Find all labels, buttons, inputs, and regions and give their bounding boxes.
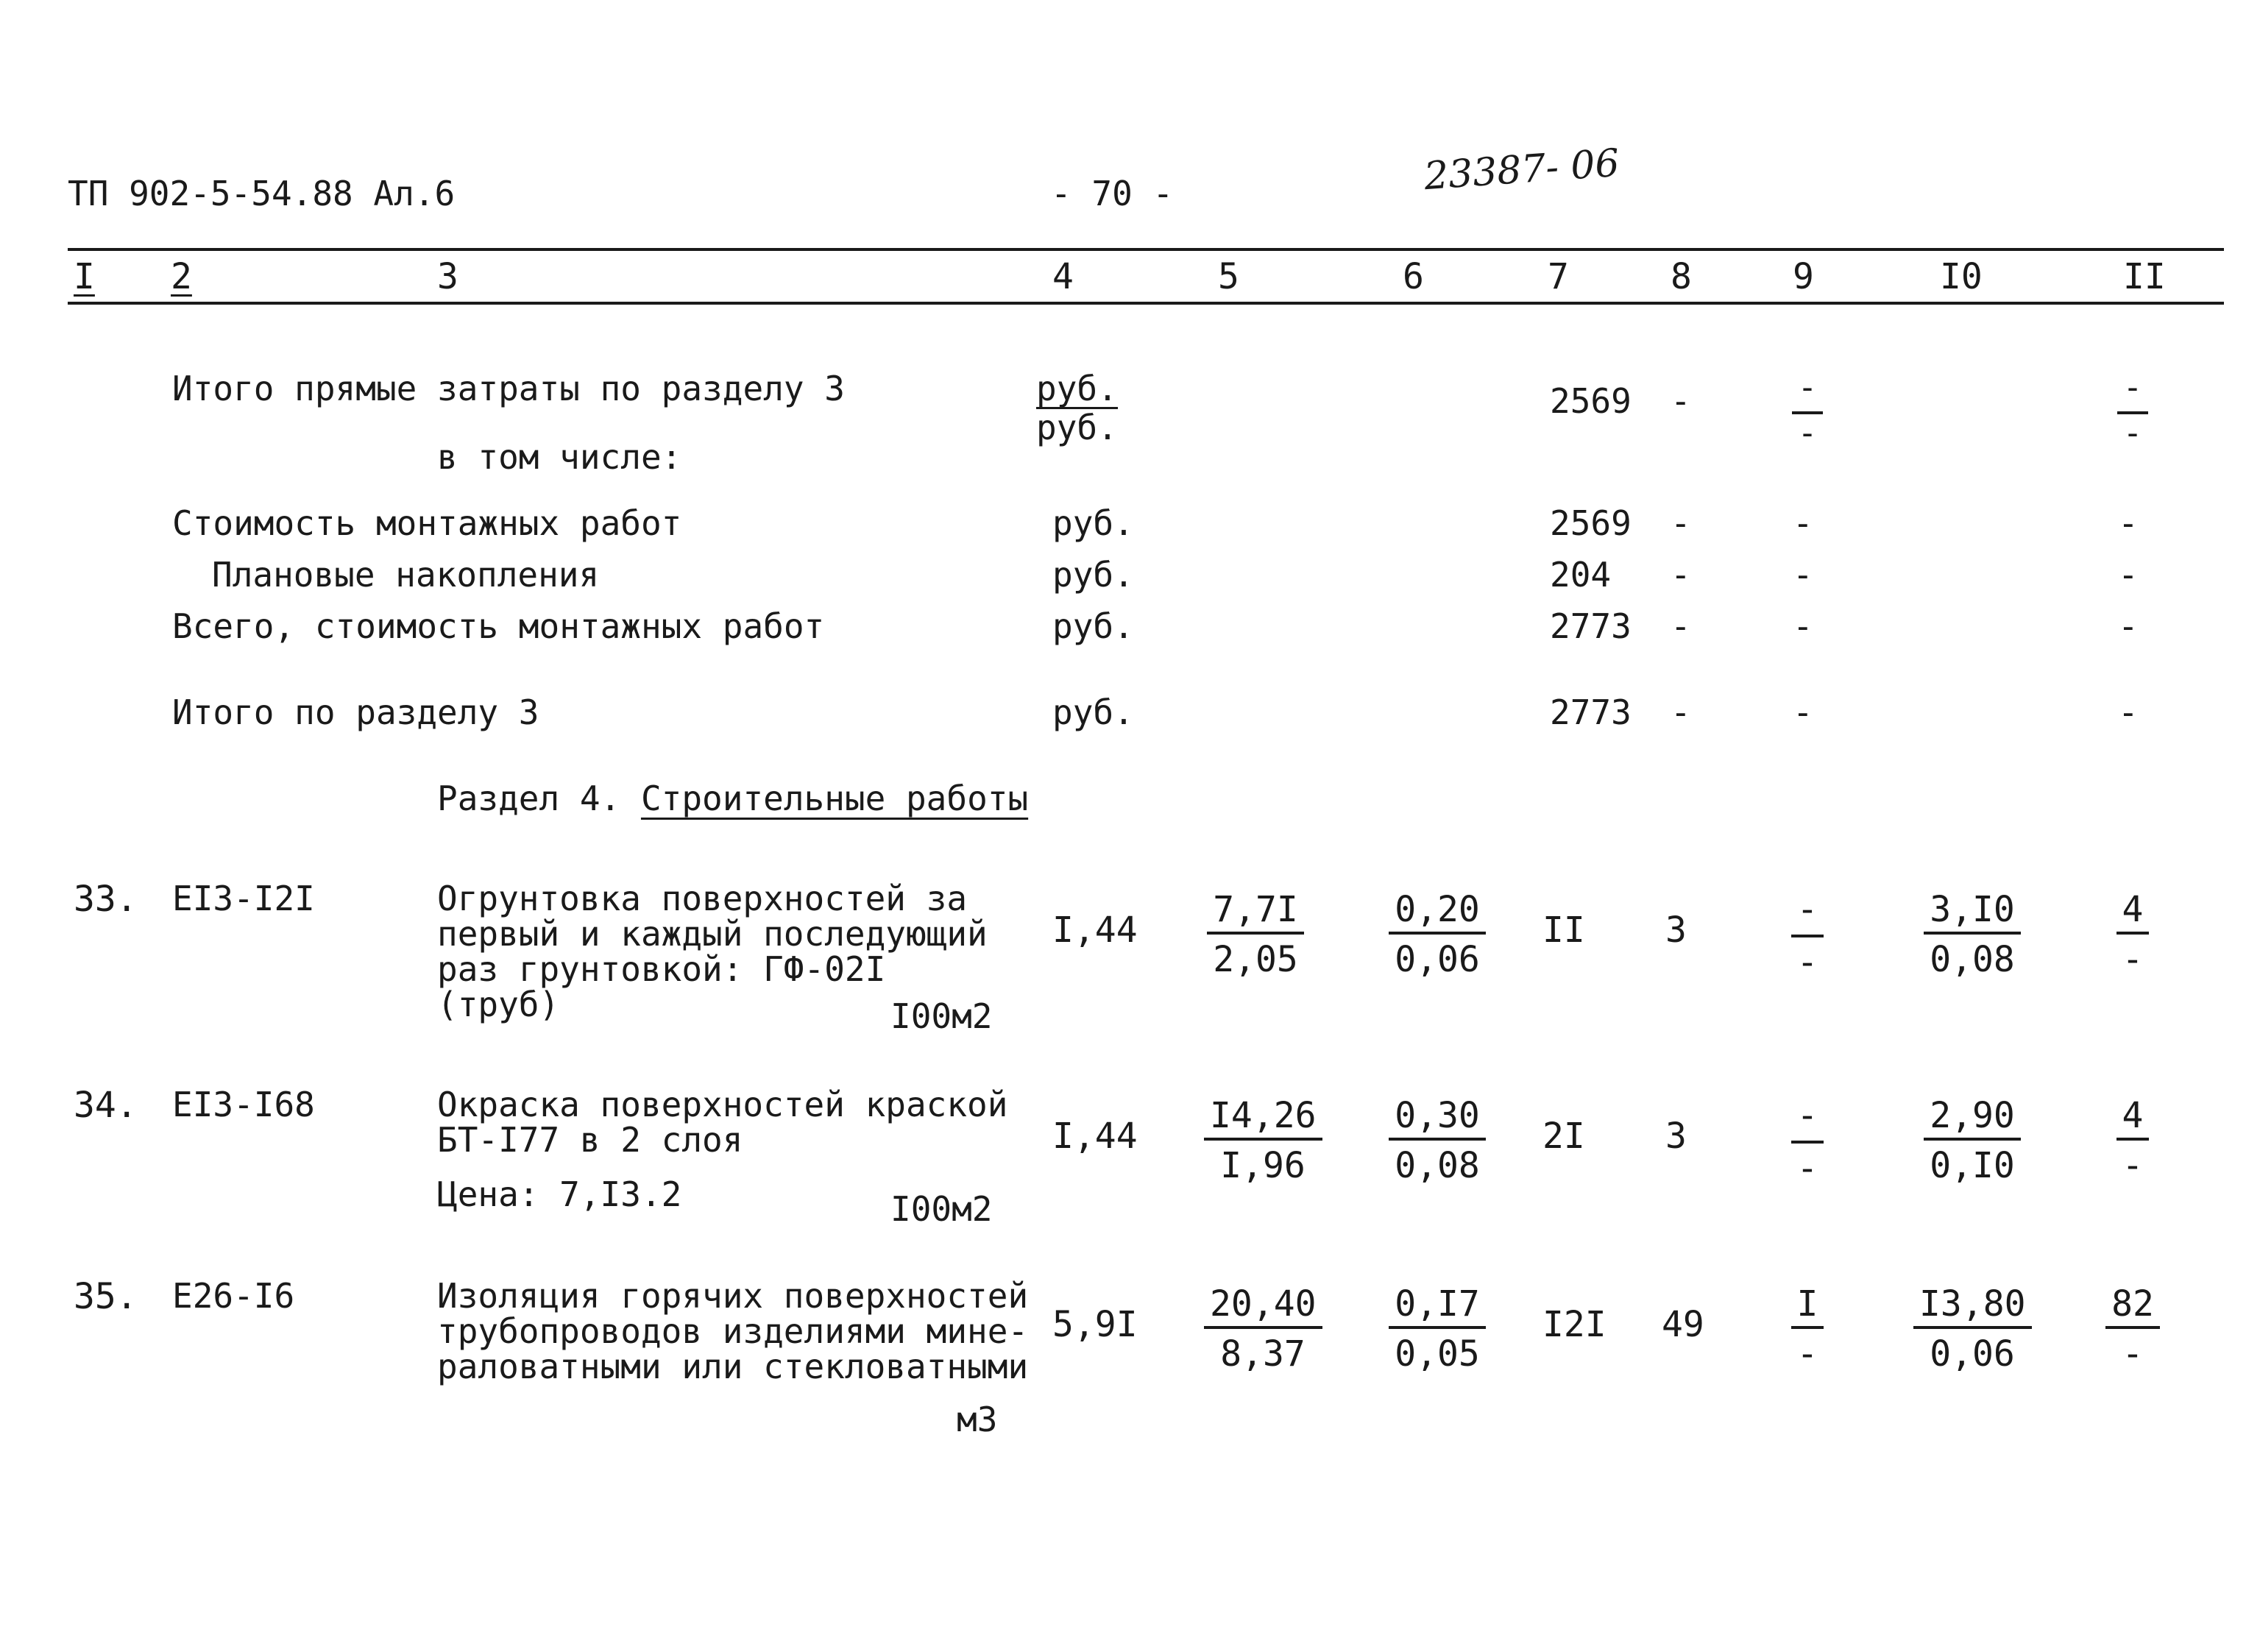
section-title: Строительные работы [640, 779, 1029, 818]
item-col9 [1749, 1283, 1866, 1375]
summary-row-col9: - [1793, 606, 1813, 646]
item-col11-den: - [2122, 1333, 2144, 1375]
summary-row-col8: - [1671, 503, 1691, 543]
summary-row-col7: 2773 [1550, 692, 1632, 732]
column-header-6: 6 [1403, 256, 1424, 297]
item-col5-num: I4,26 [1204, 1098, 1322, 1141]
item-col8: 3 [1665, 1116, 1687, 1157]
item-col10-den: 0,06 [1930, 1333, 2015, 1375]
column-header-3: 3 [437, 256, 458, 297]
item-col7: II [1542, 910, 1585, 951]
column-header-9: 9 [1793, 256, 1814, 297]
summary-row-col7: 2773 [1550, 606, 1632, 646]
item-desc-line: Огрунтовка поверхностей за [437, 879, 968, 918]
item-col11 [2074, 1283, 2192, 1375]
item-desc-line: первый и каждый последующий [437, 914, 988, 954]
item-col9-den: - [1796, 942, 1818, 983]
item-number: 34. [74, 1085, 138, 1126]
item-col5-den: 2,05 [1213, 939, 1298, 980]
direct-costs-col11-den: - [2122, 414, 2143, 452]
item-col9 [1749, 889, 1866, 983]
item-col6-num: 0,20 [1389, 892, 1486, 935]
item-col8: 49 [1662, 1304, 1704, 1345]
item-col6-den: 0,06 [1395, 939, 1480, 980]
item-price: Цена: 7,I3.2 [437, 1174, 682, 1214]
summary-row-col11: - [2118, 692, 2139, 732]
item-col11-den: - [2122, 1145, 2144, 1186]
item-col6-num: 0,I7 [1389, 1286, 1486, 1329]
item-desc-line: БТ-I77 в 2 слоя [437, 1120, 743, 1160]
summary-row-col11: - [2118, 503, 2139, 543]
item-col6 [1378, 1095, 1496, 1186]
item-col10-num: I3,80 [1913, 1286, 2032, 1329]
item-col11 [2074, 1095, 2192, 1186]
item-col9-den: - [1796, 1333, 1818, 1375]
summary-row-col9: - [1793, 503, 1813, 543]
column-header-7: 7 [1548, 256, 1569, 297]
summary-row-col7: 2569 [1550, 503, 1632, 543]
item-col9-num: I [1791, 1286, 1824, 1329]
direct-costs-col11-num: - [2117, 372, 2149, 414]
summary-row-unit: руб. [1052, 555, 1134, 595]
item-col5-den: I,96 [1220, 1145, 1306, 1186]
item-col5-num: 20,40 [1204, 1286, 1322, 1329]
item-desc-line: Изоляция горячих поверхностей [437, 1276, 1029, 1316]
item-desc-line: (труб) [437, 985, 560, 1024]
item-col6-den: 0,08 [1395, 1145, 1480, 1186]
item-col6-num: 0,30 [1389, 1098, 1486, 1141]
summary-row-col9: - [1793, 555, 1813, 595]
document-code: ТП 902-5-54.88 Ал.6 [68, 174, 456, 213]
including-label: в том числе: [437, 437, 682, 477]
item-col10 [1913, 889, 2031, 980]
direct-costs-col9-num: - [1792, 372, 1824, 414]
column-header-4: 4 [1052, 256, 1074, 297]
item-code: EI3-I2I [172, 879, 315, 918]
direct-costs-col7: 2569 [1550, 381, 1632, 421]
item-col7: I2I [1542, 1304, 1607, 1345]
section-prefix: Раздел 4. [437, 779, 621, 818]
summary-row-col11: - [2118, 606, 2139, 646]
item-number: 33. [74, 879, 138, 920]
item-col11-den: - [2122, 939, 2144, 980]
item-col11-num: 4 [2116, 892, 2150, 935]
item-col10 [1913, 1095, 2031, 1186]
item-col9-num: - [1791, 1098, 1824, 1144]
column-header-11: II [2123, 256, 2166, 297]
item-col10-den: 0,08 [1930, 939, 2015, 980]
item-col5 [1204, 1095, 1322, 1186]
summary-row-label: Плановые накопления [212, 555, 600, 595]
handwritten-number: 23387- 06 [1423, 141, 1621, 199]
summary-row-col8: - [1671, 606, 1691, 646]
direct-costs-unit [1036, 369, 1154, 447]
summary-row-col7: 204 [1550, 555, 1612, 595]
item-col10-den: 0,I0 [1930, 1145, 2015, 1186]
summary-row-col8: - [1671, 555, 1691, 595]
item-col6-den: 0,05 [1395, 1333, 1480, 1375]
column-header-2: 2 [171, 256, 192, 297]
summary-row-col9: - [1793, 692, 1813, 732]
direct-costs-unit-num: руб. [1036, 369, 1118, 408]
column-header-10: I0 [1940, 256, 1983, 297]
item-desc-line: раловатными или стекловатными [437, 1347, 1029, 1386]
item-col11-num: 4 [2116, 1098, 2150, 1141]
item-code: E26-I6 [172, 1276, 295, 1316]
item-desc-line: трубопроводов изделиями мине- [437, 1311, 1029, 1351]
header-top-rule [68, 248, 2224, 251]
item-qty: I,44 [1052, 910, 1138, 951]
item-col5-num: 7,7I [1207, 892, 1304, 935]
summary-row-label: Стоимость монтажных работ [172, 503, 682, 543]
item-col11-num: 82 [2105, 1286, 2160, 1329]
item-unit: м3 [957, 1400, 998, 1439]
item-col5 [1197, 889, 1314, 980]
item-col10-num: 3,I0 [1924, 892, 2021, 935]
item-number: 35. [74, 1276, 138, 1317]
column-header-5: 5 [1218, 256, 1239, 297]
column-header-8: 8 [1671, 256, 1692, 297]
summary-row-unit: руб. [1052, 692, 1134, 732]
item-desc-line: Окраска поверхностей краской [437, 1085, 1008, 1124]
item-col9-num: - [1791, 892, 1824, 937]
direct-costs-label: Итого прямые затраты по разделу 3 [172, 369, 845, 408]
direct-costs-col9 [1749, 369, 1866, 452]
direct-costs-col11 [2074, 369, 2192, 452]
column-header-1: I [74, 256, 95, 297]
summary-row-label: Всего, стоимость монтажных работ [172, 606, 825, 646]
direct-costs-col8: - [1671, 381, 1691, 421]
item-col6 [1378, 889, 1496, 980]
item-col5-den: 8,37 [1220, 1333, 1306, 1375]
summary-row-col8: - [1671, 692, 1691, 732]
item-col11 [2074, 889, 2192, 980]
item-qty: I,44 [1052, 1116, 1138, 1157]
summary-row-col11: - [2118, 555, 2139, 595]
item-col9-den: - [1796, 1148, 1818, 1189]
item-qty: 5,9I [1052, 1304, 1138, 1345]
item-code: EI3-I68 [172, 1085, 315, 1124]
item-col9 [1749, 1095, 1866, 1189]
summary-row-label: Итого по разделу 3 [172, 692, 539, 732]
item-unit: I00м2 [890, 996, 993, 1036]
summary-row-unit: руб. [1052, 606, 1134, 646]
item-unit: I00м2 [890, 1189, 993, 1229]
item-col6 [1378, 1283, 1496, 1375]
item-col10-num: 2,90 [1924, 1098, 2021, 1141]
item-desc-line: раз грунтовкой: ГФ-02I [437, 949, 886, 989]
section-heading [437, 779, 1029, 818]
header-bottom-rule [68, 302, 2224, 305]
direct-costs-col9-den: - [1797, 414, 1818, 452]
item-col5 [1204, 1283, 1322, 1375]
item-col8: 3 [1665, 910, 1687, 951]
page-number: - 70 - [1051, 174, 1174, 213]
item-col10 [1913, 1283, 2031, 1375]
summary-row-unit: руб. [1052, 503, 1134, 543]
item-col7: 2I [1542, 1116, 1585, 1157]
direct-costs-unit-den: руб. [1036, 408, 1118, 447]
